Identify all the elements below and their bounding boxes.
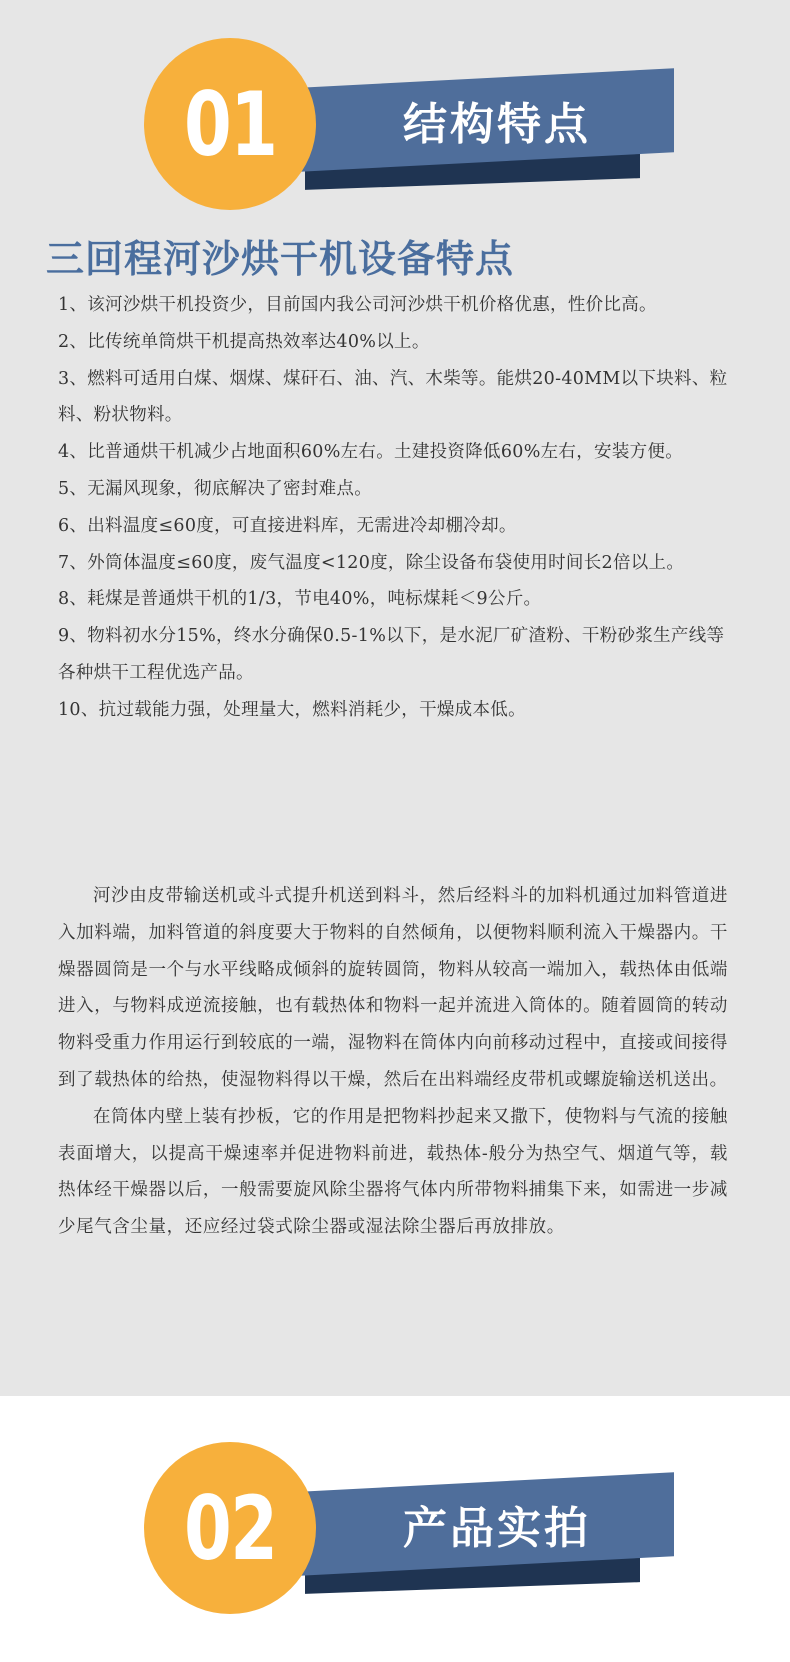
- description-paragraph: 在筒体内壁上装有抄板，它的作用是把物料抄起来又撒下，使物料与气流的接触表面增大，以提高干燥速率并促进物料前进，载热体-般分为热空气、烟道气等，载热体经干燥器以后，一般需要旋风除尘器将气体内所带物料捕集下来，如需进一步减少尾气含尘量，还应经过袋式除尘器或湿法除尘器后再放排放。: [58, 1106, 728, 1238]
- section-number-badge: [144, 38, 316, 210]
- section-1-banner: [0, 30, 790, 220]
- section-2-banner: [0, 1434, 790, 1624]
- description-text: [58, 878, 728, 1246]
- description-paragraph: 河沙由皮带输送机或斗式提升机送到料斗，然后经料斗的加料机通过加料管道进入加料端，加料管道的斜度要大于物料的自然倾角，以便物料顺利流入干燥器内。干燥器圆筒是一个与水平线略成倾斜的旋转圆筒，物料从较高一端加入，载热体由低端进入，与物料成逆流接触，也有载热体和物料一起并流进入筒体的。随着圆筒的转动物料受重力作用运行到较底的一端，湿物料在筒体内向前移动过程中，直接或间接得到了载热体的给热，使湿物料得以干燥，然后在出料端经皮带机或螺旋输送机送出。: [58, 886, 728, 1090]
- feature-item: 7、外筒体温度≤60度，废气温度<120度，除尘设备布袋使用时间长2倍以上。: [58, 552, 685, 573]
- feature-item: 4、比普通烘干机减少占地面积60%左右。土建投资降低60%左右，安装方便。: [58, 442, 684, 463]
- feature-item: 6、出料温度≤60度，可直接进料库，无需进冷却棚冷却。: [58, 515, 517, 536]
- feature-item: 9、物料初水分15%，终水分确保0.5-1%以下，是水泥厂矿渣粉、干粉砂浆生产线等各种烘干工程优选产品。: [58, 626, 725, 683]
- feature-item: 3、燃料可适用白煤、烟煤、煤矸石、油、汽、木柴等。能烘20-40MM以下块料、粒料、粉状物料。: [58, 368, 728, 426]
- feature-list: [58, 287, 728, 729]
- feature-item: 1、该河沙烘干机投资少，目前国内我公司河沙烘干机价格优惠，性价比高。: [58, 295, 657, 315]
- feature-heading: 三回程河沙烘干机设备特点: [46, 237, 515, 281]
- feature-item: 5、无漏风现象，彻底解决了密封难点。: [58, 478, 373, 499]
- feature-item: 10、抗过载能力强，处理量大，燃料消耗少，干燥成本低。: [58, 699, 526, 720]
- section-number: 02: [183, 1476, 277, 1580]
- section-number: 01: [183, 72, 277, 176]
- section-title: 产品实拍: [403, 1503, 591, 1554]
- section-title: 结构特点: [403, 99, 591, 150]
- feature-item: 8、耗煤是普通烘干机的1/3，节电40%，吨标煤耗＜9公斤。: [58, 589, 542, 610]
- section-number-badge: [144, 1442, 316, 1614]
- feature-item: 2、比传统单筒烘干机提高热效率达40%以上。: [58, 331, 430, 352]
